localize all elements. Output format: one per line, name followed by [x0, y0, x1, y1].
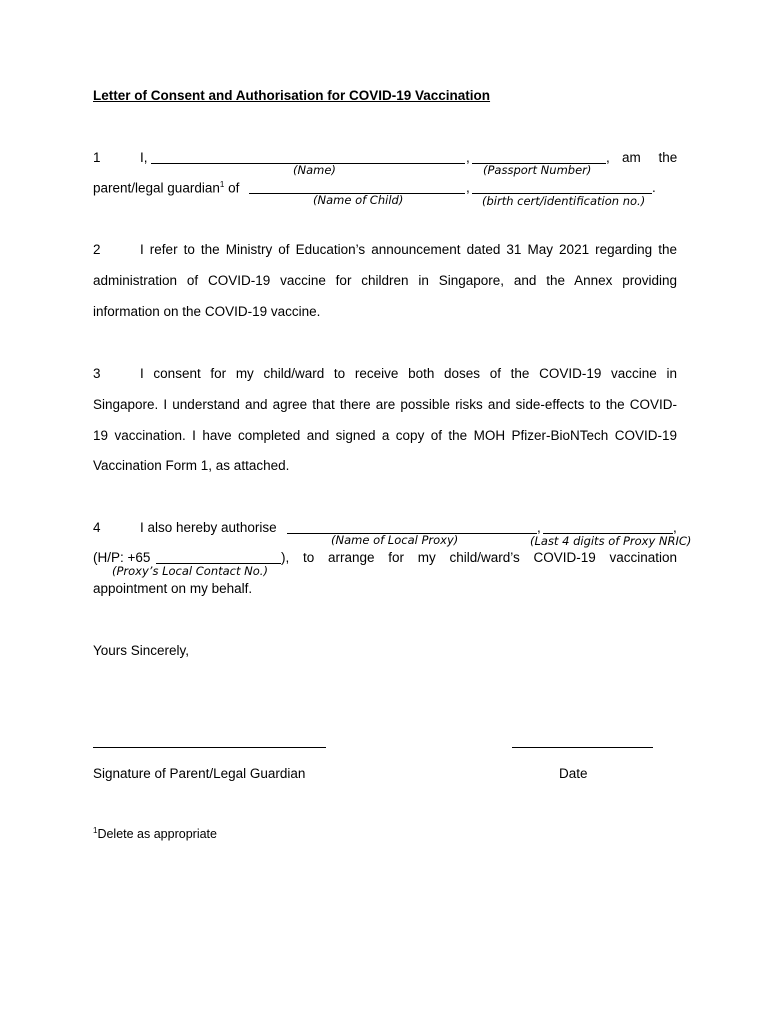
footnote-text: Delete as appropriate	[97, 827, 217, 842]
proxy-contact-hint: (Proxy’s Local Contact No.)	[112, 564, 268, 578]
passport-number-hint: (Passport Number)	[483, 163, 592, 177]
footnote-mark: 1	[93, 826, 98, 835]
name-hint: (Name)	[293, 163, 336, 177]
hp-label: (H/P: +65	[93, 550, 151, 565]
para3-line2: Singapore. I understand and agree that there are possible risks and side-effects to the COVID-	[93, 397, 677, 412]
footnote	[93, 826, 217, 841]
para3-number: 3	[93, 366, 101, 381]
authorise-text: I also hereby authorise	[140, 520, 277, 535]
am-the-text: am the	[622, 150, 678, 165]
period: .	[652, 180, 656, 195]
comma: ,	[466, 150, 470, 165]
para3-line3: 19 vaccination. I have completed and signed a copy of the MOH Pfizer-BioNTech COVID-19	[93, 428, 677, 443]
date-line[interactable]	[512, 747, 653, 748]
comma: ,	[673, 520, 677, 535]
para2-line1: I refer to the Ministry of Education’s announcement dated 31 May 2021 regarding the	[140, 242, 677, 257]
para3-line1: I consent for my child/ward to receive both doses of the COVID-19 vaccine in	[140, 366, 677, 381]
guardian-label: parent/legal guardian	[93, 180, 220, 196]
closing-text: Yours Sincerely,	[93, 643, 190, 658]
signature-label: Signature of Parent/Legal Guardian	[93, 766, 306, 781]
para1-number: 1	[93, 150, 101, 165]
proxy-nric-hint: (Last 4 digits of Proxy NRIC)	[530, 534, 692, 548]
para4-line3: appointment on my behalf.	[93, 581, 253, 596]
proxy-name-hint: (Name of Local Proxy)	[331, 533, 459, 547]
para1-i-label: I,	[140, 150, 148, 165]
para2-number: 2	[93, 242, 101, 257]
signature-line[interactable]	[93, 747, 326, 748]
date-label: Date	[559, 766, 588, 781]
comma: ,	[466, 180, 470, 195]
of-label: of	[228, 180, 240, 196]
para3-line4: Vaccination Form 1, as attached.	[93, 458, 290, 473]
comma: ,	[537, 520, 541, 535]
para4-number: 4	[93, 520, 101, 535]
child-name-hint: (Name of Child)	[313, 193, 404, 207]
birth-cert-hint: (birth cert/identification no.)	[482, 194, 646, 208]
footnote-mark: 1	[219, 180, 225, 189]
para2-line3: information on the COVID-19 vaccine.	[93, 304, 321, 319]
comma: ,	[606, 150, 610, 165]
arrange-text: ), to arrange for my child/ward’s COVID-19 vaccination	[281, 550, 677, 565]
guardian-line-text	[93, 180, 239, 196]
para2-line2: administration of COVID-19 vaccine for children in Singapore, and the Annex providing	[93, 273, 677, 288]
document-title: Letter of Consent and Authorisation for COVID-19 Vaccination	[93, 88, 491, 103]
